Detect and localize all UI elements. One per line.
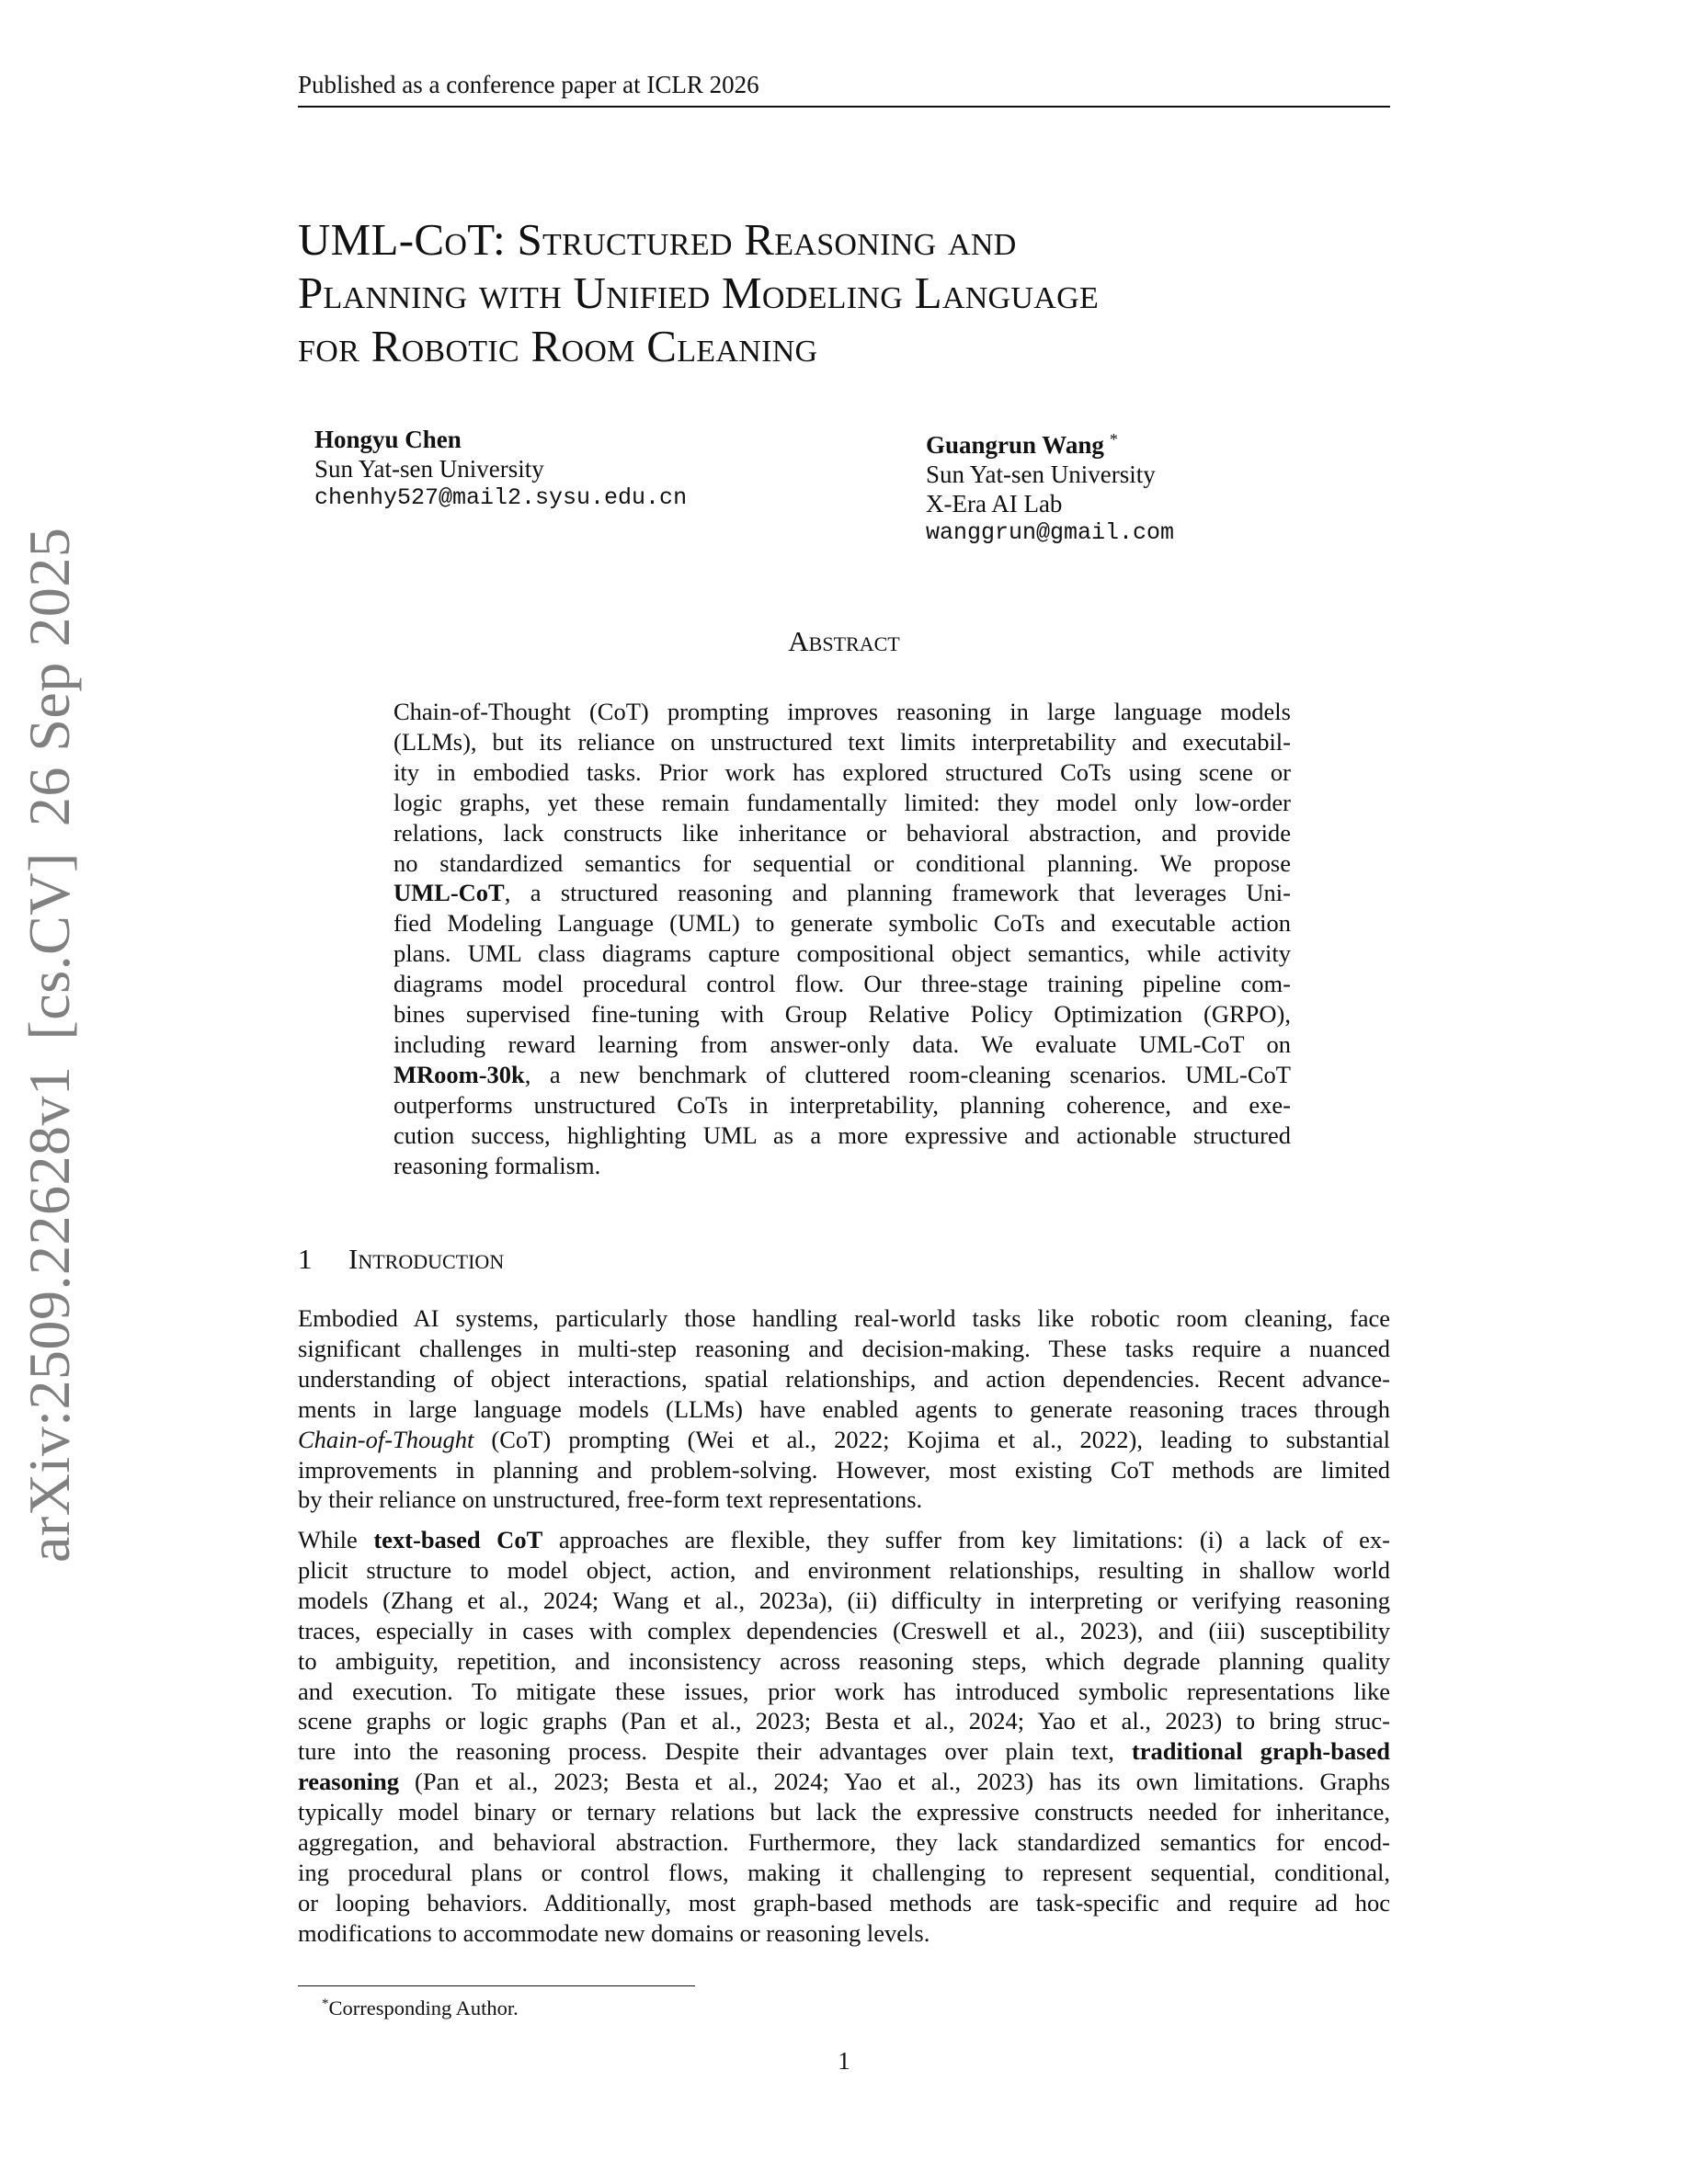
body-line: ments in large language models (LLMs) have enabled agents to generate reasoning traces through — [298, 1394, 1390, 1423]
abstract-line: logic graphs, yet these remain fundamentally limited: they model only low-order — [393, 788, 1291, 816]
body-line: While text-based CoT approaches are flexible, they suffer from key limitations: (i) a lack of ex- — [298, 1526, 1390, 1553]
body-line: plicit structure to model object, action, and environment relationships, resulting in shallow world — [298, 1555, 1390, 1584]
corresponding-mark: * — [1109, 430, 1118, 449]
body-line: Chain-of-Thought (CoT) prompting (Wei et al., 2022; Kojima et al., 2022), leading to substantial — [298, 1425, 1390, 1453]
bold-term: UML-CoT — [393, 879, 505, 907]
section-number: 1 — [298, 1243, 313, 1275]
body-line: models (Zhang et al., 2024; Wang et al., 2023a), (ii) difficulty in interpreting or verifying reasoning — [298, 1586, 1390, 1614]
abstract-line: (LLMs), but its reliance on unstructured text limits interpretability and executabil- — [393, 727, 1291, 756]
title-line: Planning with Unified Modeling Language — [298, 267, 1100, 318]
body-line: or looping behaviors. Additionally, most graph-based methods are task-specific and require ad hoc — [298, 1888, 1390, 1917]
abstract-line: plans. UML class diagrams capture compositional object semantics, while activity — [393, 939, 1291, 968]
arxiv-id: arXiv:2509.22628v1 — [17, 1065, 82, 1563]
intro-paragraph-1 — [298, 1303, 1390, 1515]
abstract-line: no standardized semantics for sequential or conditional planning. We propose — [393, 848, 1291, 877]
body-line: ture into the reasoning process. Despite their advantages over plain text, traditional graph-based — [298, 1737, 1391, 1766]
running-header: Published as a conference paper at ICLR 2026 — [298, 71, 759, 98]
abstract-line: ity in embodied tasks. Prior work has explored structured CoTs using scene or — [393, 757, 1291, 786]
abstract-line: relations, lack constructs like inheritance or behavioral abstraction, and provide — [393, 818, 1291, 847]
body-line: reasoning (Pan et al., 2023; Besta et al., 2024; Yao et al., 2023) has its own limitations. Graphs — [298, 1768, 1390, 1796]
arxiv-category: [cs.CV] — [17, 852, 82, 1041]
body-line: understanding of object interactions, spatial relationships, and action dependencies. Recent advance- — [298, 1364, 1390, 1393]
abstract-line: diagrams model procedural control flow. Our three-stage training pipeline com- — [393, 970, 1291, 998]
body-line: significant challenges in multi-step reasoning and decision-making. These tasks require a nuanced — [298, 1334, 1390, 1362]
body-line: improvements in planning and problem-solving. However, most existing CoT methods are limited — [298, 1455, 1390, 1484]
abstract-heading: Abstract — [788, 625, 900, 657]
author-block-1 — [314, 425, 687, 513]
abstract-line: UML-CoT, a structured reasoning and planning framework that leverages Uni- — [393, 879, 1291, 907]
body-line: ing procedural plans or control flows, making it challenging to represent sequential, conditional, — [298, 1858, 1390, 1886]
author-name — [926, 425, 1174, 460]
author-name-text: Hongyu Chen — [314, 426, 462, 453]
arxiv-stamp — [13, 502, 86, 1563]
author-name-text: Guangrun Wang — [926, 431, 1104, 459]
body-line: traces, especially in cases with complex dependencies (Creswell et al., 2023), and (iii) susceptibility — [298, 1616, 1390, 1644]
abstract-line: MRoom-30k, a new benchmark of cluttered room-cleaning scenarios. UML-CoT — [393, 1060, 1291, 1088]
author-affiliation: Sun Yat-sen University — [926, 461, 1156, 488]
abstract-body — [393, 697, 1291, 1181]
abstract-line: bines supervised fine-tuning with Group Relative Policy Optimization (GRPO), — [393, 1000, 1291, 1029]
abstract-line: cution success, highlighting UML as a more expressive and actionable structured — [393, 1120, 1291, 1149]
body-line: by their reliance on unstructured, free-form text representations. — [298, 1485, 923, 1514]
author-email[interactable]: wanggrun@gmail.com — [926, 519, 1175, 546]
body-line: and execution. To mitigate these issues, prior work has introduced symbolic representations like — [298, 1677, 1390, 1705]
abstract-line: outperforms unstructured CoTs in interpretability, planning coherence, and exe- — [393, 1090, 1291, 1119]
bold-term: reasoning — [298, 1768, 399, 1796]
paper-title — [298, 213, 1390, 373]
author-affiliation: Sun Yat-sen University — [314, 455, 544, 483]
bold-term: traditional graph-based — [1131, 1737, 1391, 1766]
bold-term: MRoom-30k — [393, 1060, 525, 1088]
section-heading-introduction — [298, 1243, 504, 1276]
abstract-line: reasoning formalism. — [393, 1151, 601, 1179]
body-line: modifications to accommodate new domains or reasoning levels. — [298, 1918, 930, 1947]
author-block-2 — [926, 425, 1174, 548]
author-email[interactable]: chenhy527@mail2.sysu.edu.cn — [314, 484, 688, 511]
body-line: typically model binary or ternary relations but lack the expressive constructs needed for inheritance, — [298, 1798, 1390, 1826]
section-title: Introduction — [348, 1243, 505, 1275]
body-line: to ambiguity, repetition, and inconsistency across reasoning steps, which degrade planning quality — [298, 1646, 1390, 1675]
body-line: aggregation, and behavioral abstraction. Furthermore, they lack standardized semantics for encod- — [298, 1828, 1390, 1857]
body-line: scene graphs or logic graphs (Pan et al., 2023; Besta et al., 2024; Yao et al., 2023) to bring struc- — [298, 1707, 1390, 1735]
title-line: for Robotic Room Cleaning — [298, 321, 818, 371]
abstract-line: fied Modeling Language (UML) to generate symbolic CoTs and executable action — [393, 909, 1291, 938]
header-rule — [298, 106, 1390, 108]
footnote-text: Corresponding Author. — [328, 1996, 519, 2019]
footnote-rule — [298, 1985, 695, 1986]
italic-term: Chain-of-Thought — [298, 1425, 474, 1453]
page-number: 1 — [838, 2047, 850, 2075]
arxiv-date: 26 Sep 2025 — [17, 527, 82, 827]
abstract-line: including reward learning from answer-only data. We evaluate UML-CoT on — [393, 1029, 1291, 1058]
abstract-line: Chain-of-Thought (CoT) prompting improves reasoning in large language models — [393, 698, 1291, 725]
bold-term: text-based CoT — [373, 1526, 543, 1553]
footnote — [322, 1991, 519, 2021]
intro-paragraph-2 — [298, 1525, 1390, 1949]
author-affiliation: X-Era AI Lab — [926, 490, 1063, 518]
footnote-mark: * — [322, 1996, 329, 2011]
title-line: UML-CoT: Structured Reasoning and — [298, 214, 1017, 265]
author-name — [314, 425, 687, 454]
body-line: Embodied AI systems, particularly those handling real-world tasks like robotic room cleaning, face — [298, 1304, 1390, 1332]
